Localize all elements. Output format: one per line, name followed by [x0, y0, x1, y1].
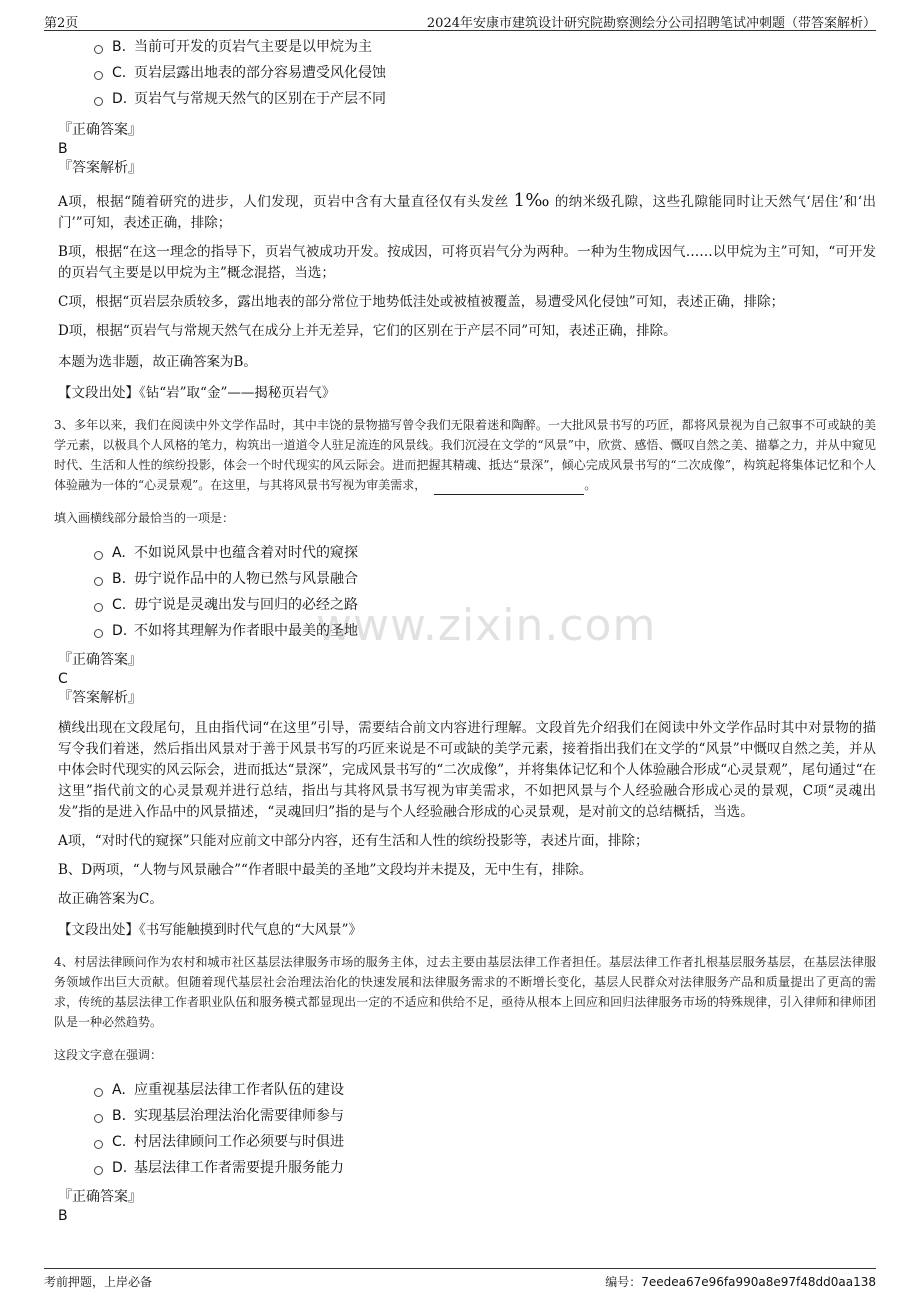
conclusion: 故正确答案为C。: [58, 891, 163, 907]
correct-answer-label: 『正确答案』: [58, 1189, 142, 1205]
radio-icon[interactable]: [94, 97, 103, 106]
radio-icon[interactable]: [94, 1088, 103, 1097]
source: 【文段出处】《钻“岩”取“金”——揭秘页岩气》: [58, 385, 336, 401]
analysis-c: C项，根据“页岩层杂质较多，露出地表的部分常位于地势低洼处或被植被覆盖，易遭受风化侵蚀”可知，表述正确，排除；: [58, 294, 785, 310]
option-b[interactable]: B. 实现基层治理法治化需要律师参与: [94, 1103, 876, 1129]
document-title: 2024年安康市建筑设计研究院勘察测绘分公司招聘笔试冲刺题（带答案解析）: [426, 16, 876, 31]
correct-answer: C: [58, 671, 68, 687]
question-3-prompt: 填入画横线部分最恰当的一项是：: [54, 511, 235, 525]
correct-answer: B: [58, 141, 68, 157]
option-a[interactable]: A. 不如说风景中也蕴含着对时代的窥探: [94, 540, 876, 566]
q2-options: [44, 34, 876, 112]
page-footer: [44, 1268, 876, 1293]
radio-icon[interactable]: [94, 45, 103, 54]
analysis-a: A项，“对时代的窥探”只能对应前文中部分内容，还有生活和人性的缤纷投影等，表述片面，排除；: [58, 833, 649, 849]
footer-slogan: 考前押题，上岸必备: [44, 1275, 153, 1289]
option-c[interactable]: C. 页岩层露出地表的部分容易遭受风化侵蚀: [94, 60, 876, 86]
radio-icon[interactable]: [94, 1166, 103, 1175]
correct-answer-label: 『正确答案』: [58, 122, 142, 138]
source: 【文段出处】《书写能触摸到时代气息的“大风景”》: [58, 922, 363, 938]
watermark: www.zixin.com: [316, 600, 657, 651]
radio-icon[interactable]: [94, 551, 103, 560]
analysis-label: 『答案解析』: [58, 690, 142, 706]
option-d[interactable]: D. 页岩气与常规天然气的区别在于产层不同: [94, 86, 876, 112]
option-c[interactable]: C. 村居法律顾问工作必须要与时俱进: [94, 1129, 876, 1155]
radio-icon[interactable]: [94, 577, 103, 586]
page-content: [44, 34, 876, 1225]
option-b[interactable]: B. 当前可开发的页岩气主要是以甲烷为主: [94, 34, 876, 60]
document-id: 编号：7eedea67e96fa990a8e97f48dd0aa138: [605, 1275, 876, 1289]
analysis-label: 『答案解析』: [58, 160, 142, 176]
analysis-main: 横线出现在文段尾句，且由指代词“在这里”引导，需要结合前文内容进行理解。文段首先介绍我们在阅读中外文学作品时其中对景物的描写令我们着迷，然后指出风景对于善于风景书写的巧匠来说是不可或缺的美学元素，接着指出我们在文学的“风景”中慨叹自然之美，并从中体会时代现实的风云际会，进而抵达“景深”，完成风景书写的“二次成像”，并将集体记忆和个人体验融合形成“心灵景观”，尾句通过“在这里”指代前文的心灵景观并进行总结，指出与其将风景书写视为审美需求，不如把风景与个人经验融合形成心灵的景观，C项“灵魂出发”指的是进入作品中的风景描述，“灵魂回归”指的是与个人经验融合形成的心灵景观，是对前文的总结概括，当选。: [58, 720, 876, 820]
radio-icon[interactable]: [94, 1114, 103, 1123]
question-4-prompt: 这段文字意在强调：: [54, 1048, 163, 1062]
analysis-d: D项，根据“页岩气与常规天然气在成分上并无差异，它们的区别在于产层不同”可知，表述正确，排除。: [58, 323, 677, 339]
analysis-b: B项，根据“在这一理念的指导下，页岩气被成功开发。按成因，可将页岩气分为两种。一种为生物成因气……以甲烷为主”可知，“可开发的页岩气主要是以甲烷为主”概念混搭，当选；: [58, 244, 876, 281]
option-d[interactable]: D. 不如将其理解为作者眼中最美的圣地: [94, 618, 876, 644]
correct-answer: B: [58, 1208, 68, 1224]
question-3-text: 3、多年以来，我们在阅读中外文学作品时，其中丰饶的景物描写曾令我们无限着迷和陶醉。一大批风景书写的巧匠，都将风景视为自己叙事不可或缺的美学元素，以极具个人风格的笔力，构筑出一道道令人驻足流连的风景线。我们沉浸在文学的“风景”中，欣赏、感悟、慨叹自然之美、描摹之力，并从中窥见时代、生活和人性的缤纷投影，体会一个时代现实的风云际会。进而把握其精魂、抵达“景深”，倾心完成风景书写的“二次成像”，构筑起将集体记忆和个人体验融为一体的“心灵景观”。在这里，与其将风景书写视为审美需求， 。: [54, 415, 876, 495]
q4-options: [44, 1077, 876, 1181]
option-c[interactable]: C. 毋宁说是灵魂出发与回归的必经之路: [94, 592, 876, 618]
option-d[interactable]: D. 基层法律工作者需要提升服务能力: [94, 1155, 876, 1181]
page-header: [44, 8, 876, 31]
analysis-a: A项，根据“随着研究的进步，人们发现，页岩中含有大量直径仅有头发丝 1‰ 的纳米级孔隙，这些孔隙能同时让天然气‘居住’和‘出门’”可知，表述正确，排除；: [58, 190, 877, 231]
option-b[interactable]: B. 毋宁说作品中的人物已然与风景融合: [94, 566, 876, 592]
radio-icon[interactable]: [94, 1140, 103, 1149]
q3-options: [44, 540, 876, 644]
conclusion: 本题为选非题，故正确答案为B。: [58, 354, 257, 370]
radio-icon[interactable]: [94, 629, 103, 638]
answer-blank: [434, 494, 584, 495]
option-a[interactable]: A. 应重视基层法律工作者队伍的建设: [94, 1077, 876, 1103]
page-number: 第2页: [44, 16, 79, 31]
correct-answer-label: 『正确答案』: [58, 652, 142, 668]
radio-icon[interactable]: [94, 603, 103, 612]
radio-icon[interactable]: [94, 71, 103, 80]
question-4-text: 4、村居法律顾问作为农村和城市社区基层法律服务市场的服务主体，过去主要由基层法律工作者担任。基层法律工作者扎根基层服务基层，在基层法律服务领域作出巨大贡献。但随着现代基层社会治理法治化的快速发展和法律服务需求的不断增长变化，基层人民群众对法律服务产品和质量提出了更高的需求，传统的基层法律工作者职业队伍和服务模式都显现出一定的不适应和供给不足，亟待从根本上回应和回归法律服务市场的特殊规律，引入律师和律师团队是一种必然趋势。: [54, 955, 876, 1029]
analysis-bd: B、D两项，“人物与风景融合”“作者眼中最美的圣地”文段均并未提及，无中生有，排除。: [58, 862, 593, 878]
